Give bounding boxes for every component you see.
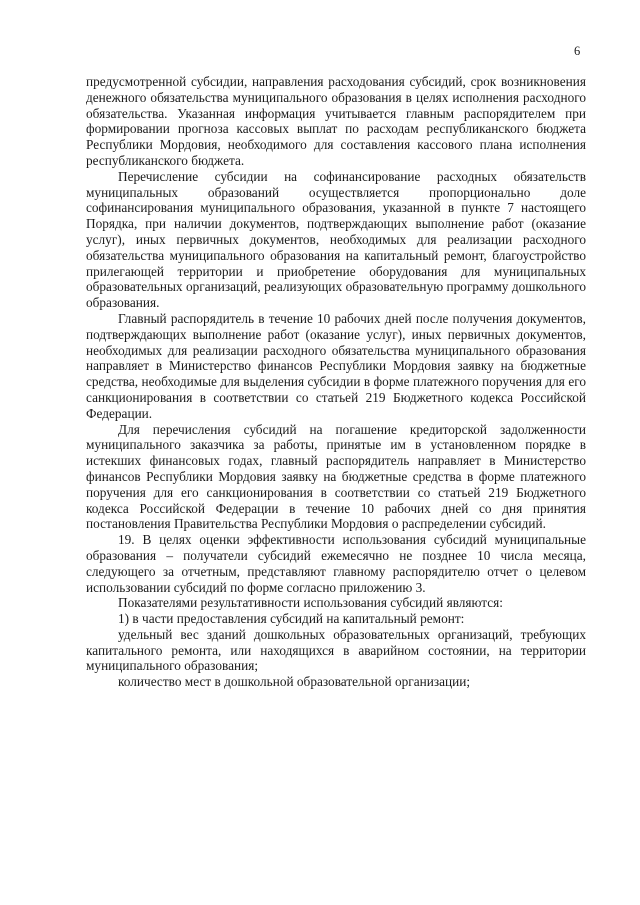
paragraph-indicator-1: 1) в части предоставления субсидий на капитальный ремонт: (118, 611, 465, 627)
paragraph-indicator-places: количество мест в дошкольной образовательной организации; (118, 674, 471, 690)
paragraph-main-distributor: Главный распорядитель в течение 10 рабочих дней после получения документов, подтверждающих выполнение работ (оказание услуг), иных первичных документов, необходимых для реализации расходного обязательства муниципального образования направляет в Министерство финансов Республики Мордовия заявку на бюджетные средства, необходимые для выделения субсидии в форме платежного поручения для его санкционирования в соответствии со статьей 219 Бюджетного кодекса Российской Федерации. (86, 310, 586, 421)
paragraph-indicators-intro: Показателями результативности использования субсидий являются: (118, 595, 503, 611)
paragraph-item-19: 19. В целях оценки эффективности использования субсидий муниципальные образования – получатели субсидий ежемесячно не позднее 10 числа месяца, следующего за отчетным, представляют главному распорядителю отчет о целевом использовании субсидий по форме согласно приложению 3. (86, 532, 586, 595)
paragraph-indicator-share: удельный вес зданий дошкольных образовательных организаций, требующих капитального ремонта, или находящихся в аварийном состоянии, на территории муниципального образования; (86, 626, 586, 674)
paragraph-accounts-payable: Для перечисления субсидий на погашение кредиторской задолженности муниципального заказчика за работы, принятые им в установленном порядке в истекших финансовых годах, главный распорядитель направляет в Министерство финансов Республики Мордовия заявку на бюджетные средства в форме платежного поручения для его санкционирования в соответствии со статьей 219 Бюджетного кодекса Российской Федерации в течение 10 рабочих дней со дня принятия постановления Правительства Республики Мордовия о распределении субсидий. (86, 421, 586, 532)
page-number: 6 (574, 44, 581, 58)
document-body (86, 74, 586, 690)
paragraph-continuation: предусмотренной субсидии, направления расходования субсидий, срок возникновения денежного обязательства муниципального образования в целях исполнения расходного обязательства. Указанная информация учитывается главным распорядителем при формировании прогноза кассовых выплат по расходам республиканского бюджета Республики Мордовия, необходимого для составления кассового плана исполнения республиканского бюджета. (86, 74, 586, 168)
paragraph-transfer-cofinancing: Перечисление субсидии на софинансирование расходных обязательств муниципальных образований осуществляется пропорционально доле софинансирования муниципального образования, указанной в пункте 7 настоящего Порядка, при наличии документов, подтверждающих выполнение работ (оказание услуг), иных первичных документов, необходимых для реализации расходного обязательства муниципального образования на капитальный ремонт, благоустройство прилегающей территории и приобретение оборудования для муниципальных образовательных организаций, реализующих образовательную программу дошкольного образования. (86, 168, 586, 311)
